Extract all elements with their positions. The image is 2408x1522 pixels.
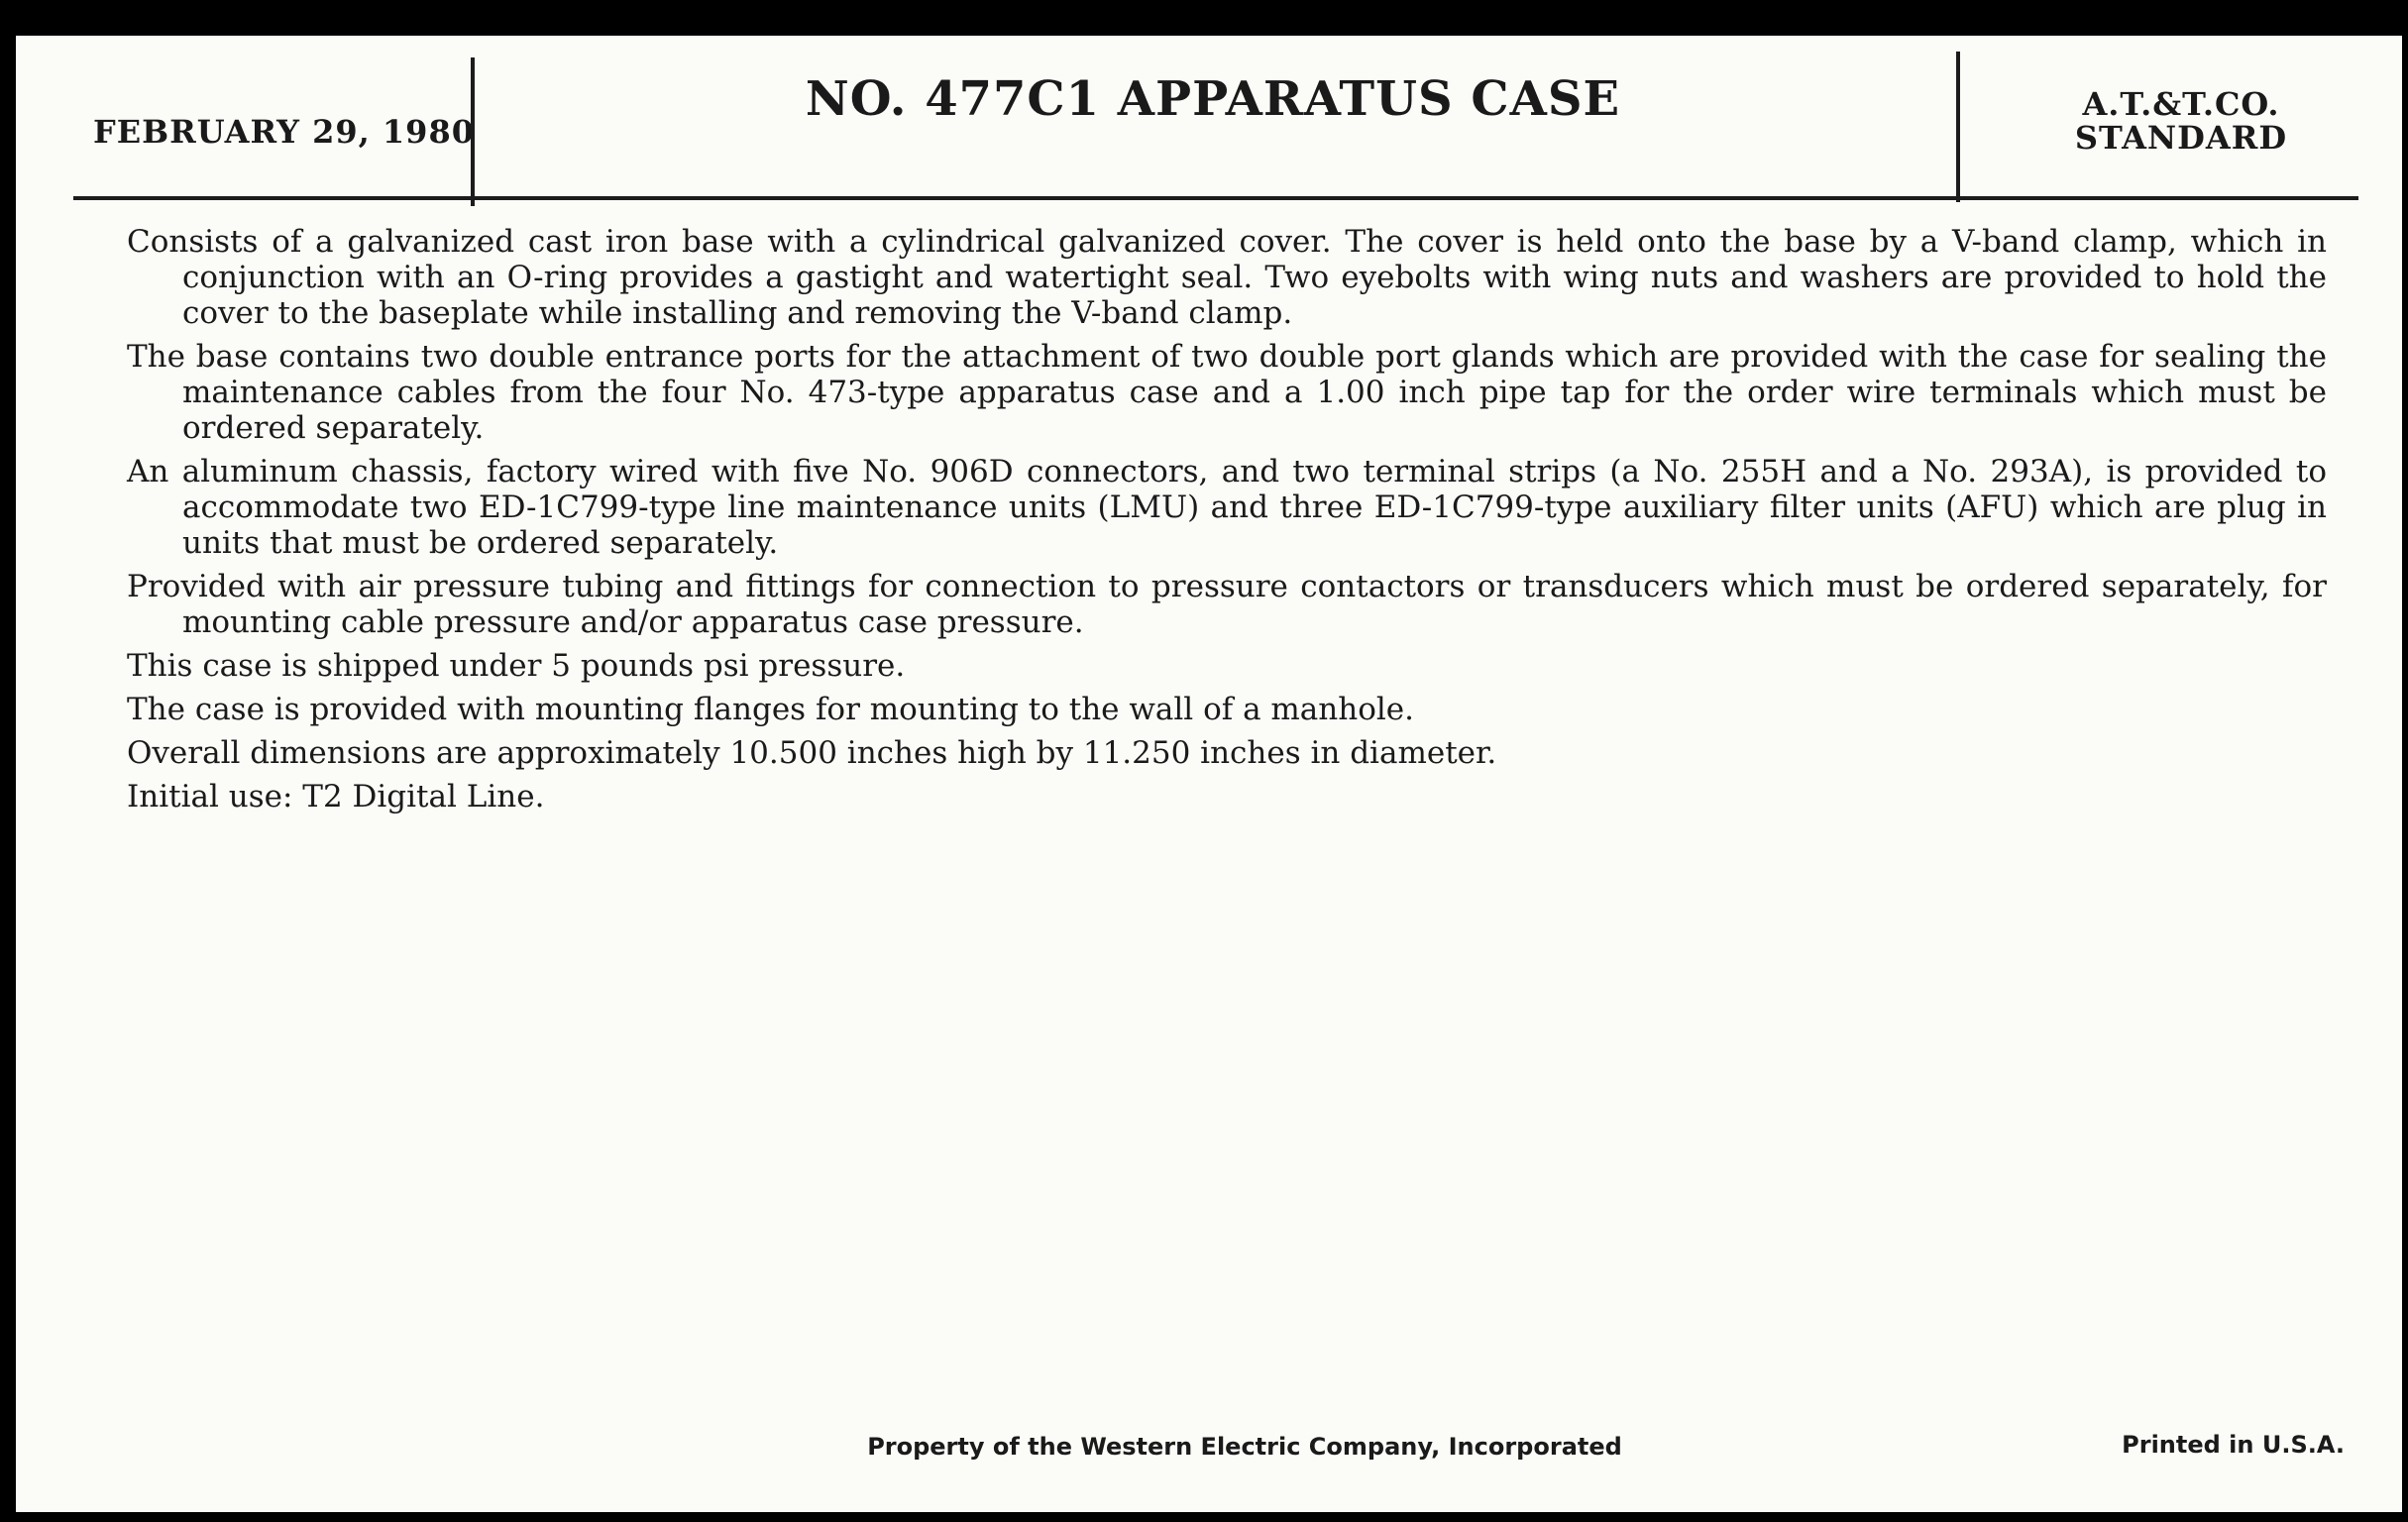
header-divider-right [1956,52,1960,202]
document-title: NO. 477C1 APPARATUS CASE [805,71,1621,127]
paragraph-initial-use: Initial use: T2 Digital Line. [127,779,545,815]
paragraph-shipping: This case is shipped under 5 pounds psi pressure. [127,648,906,684]
printed-in-notice: Printed in U.S.A. [2122,1431,2345,1459]
paragraph-construction: Consists of a galvanized cast iron base with a cylindrical galvanized cover. The cover is held onto the base by a V-band clamp, which in conjunction with an O-ring provides a gastight and watertight seal. Two eyebolts with wing nuts and washers are provided to hold the cover to the baseplate while installing and removing the V-band clamp. [127,224,2327,331]
paragraph-dimensions: Overall dimensions are approximately 10.500 inches high by 11.250 inches in diameter. [127,735,1497,771]
standard-label [1978,87,2384,155]
paragraph-base-ports: The base contains two double entrance ports for the attachment of two double port glands which are provided with the case for sealing the maintenance cables from the four No. 473-type apparatus case and a 1.00 inch pipe tap for the order wire terminals which must be ordered separately. [127,339,2327,446]
standard-label-line2: STANDARD [2074,119,2288,157]
standard-label-line1: A.T.&T.CO. [2082,85,2280,123]
document-card [16,36,2402,1512]
property-notice: Property of the Western Electric Company, Incorporated [867,1433,1622,1461]
issue-date: FEBRUARY 29, 1980 [93,113,475,151]
paragraph-mounting: The case is provided with mounting flanges for mounting to the wall of a manhole. [127,692,1414,727]
header-rule [73,196,2358,200]
description-body [127,224,2327,822]
paragraph-air-pressure: Provided with air pressure tubing and fittings for connection to pressure contactors or transducers which must be ordered separately, for mounting cable pressure and/or apparatus case pressure. [127,569,2327,640]
paragraph-chassis: An aluminum chassis, factory wired with five No. 906D connectors, and two terminal strips (a No. 255H and a No. 293A), is provided to accommodate two ED-1C799-type line maintenance units (LMU) and three ED-1C799-type auxiliary filter units (AFU) which are plug in units that must be ordered separately. [127,454,2327,561]
